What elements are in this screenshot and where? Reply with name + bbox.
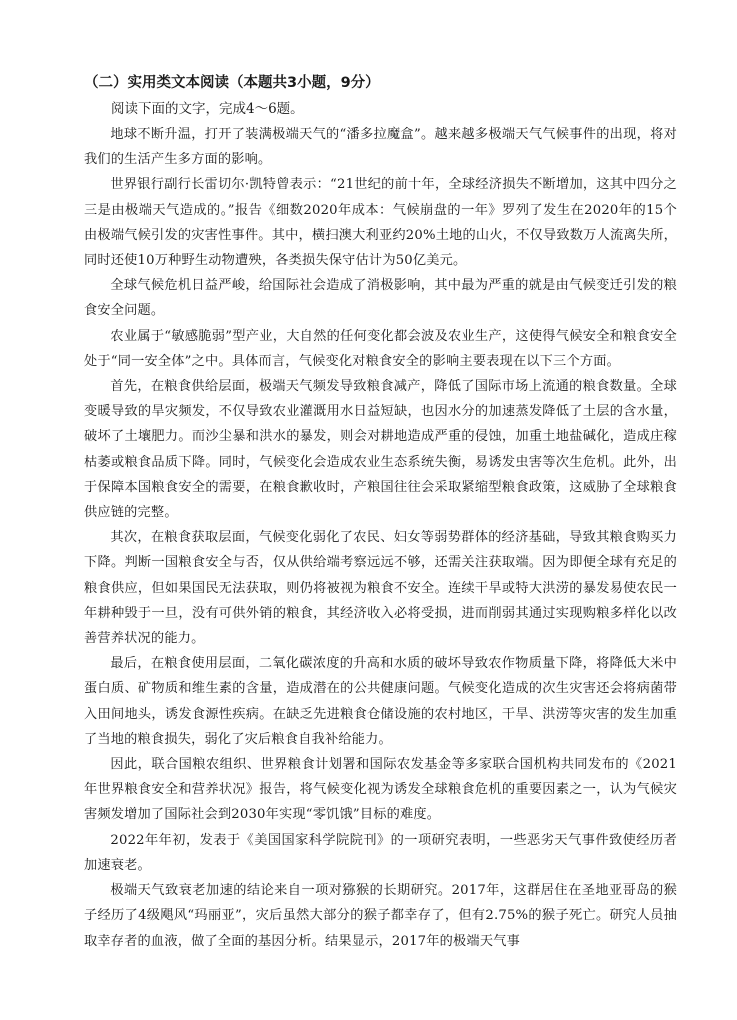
paragraph-6: 其次，在粮食获取层面，气候变化弱化了农民、妇女等弱势群体的经济基础，导致其粮食购买力下降。判断一国粮食安全与否，仅从供给端考察远远不够，还需关注获取端。因为即便全球有充足的粮食供应，但如果国民无法获取，则仍将被视为粮食不安全。连续干旱或特大洪涝的暴发易使农民一年耕种毁于一旦，没有可供外销的粮食，其经济收入必将受损，进而削弱其通过实现购粮多样化以改善营养状况的能力。 — [84, 530, 677, 647]
paragraph-9: 2022年年初，发表于《美国国家科学院院刊》的一项研究表明，一些恶劣天气事件致使经历者加速衰老。 — [84, 832, 677, 873]
paragraph-7: 最后，在粮食使用层面，二氧化碳浓度的升高和水质的破坏导致农作物质量下降，将降低大米中蛋白质、矿物质和维生素的含量，造成潜在的公共健康问题。气候变化造成的次生灾害还会将病菌带入田间地头，诱发食源性疾病。在缺乏先进粮食仓储设施的农村地区，干旱、洪涝等灾害的发生加重了当地的粮食损失，弱化了灾后粮食自我补给能力。 — [84, 656, 677, 747]
paragraph-4: 农业属于“敏感脆弱”型产业，大自然的任何变化都会波及农业生产，这使得气候安全和粮食安全处于“同一安全体”之中。具体而言，气候变化对粮食安全的影响主要表现在以下三个方面。 — [84, 328, 677, 369]
paragraph-10: 极端天气致衰老加速的结论来自一项对猕猴的长期研究。2017年，这群居住在圣地亚哥岛的猴子经历了4级飓风“玛丽亚”，灾后虽然大部分的猴子都幸存了，但有2.75%的猴子死亡。研究人员抽取幸存者的血液，做了全面的基因分析。结果显示，2017年的极端天气事 — [84, 883, 677, 949]
paragraph-5: 首先，在粮食供给层面，极端天气频发导致粮食减产，降低了国际市场上流通的粮食数量。全球变暖导致的旱灾频发，不仅导致农业灌溉用水日益短缺，也因水分的加速蒸发降低了土层的含水量，破坏了土壤肥力。而沙尘暴和洪水的暴发，则会对耕地造成严重的侵蚀，加重土地盐碱化，造成庄稼枯萎或粮食品质下降。同时，气候变化会造成农业生态系统失衡，易诱发虫害等次生危机。此外，出于保障本国粮食安全的需要，在粮食歉收时，产粮国往往会采取紧缩型粮食政策，这威胁了全球粮食供应链的完整。 — [84, 379, 677, 521]
paragraph-2: 世界银行副行长雷切尔·凯特曾表示：“21世纪的前十年，全球经济损失不断增加，这其中四分之三是由极端天气造成的。”报告《细数2020年成本：气候崩盘的一年》罗列了发生在2020年的15个由极端气候引发的灾害性事件。其中，横扫澳大利亚约20%土地的山火，不仅导致数万人流离失所，同时还使10万种野生动物遭殃，各类损失保守估计为50亿美元。 — [84, 177, 677, 269]
section-heading: （二）实用类文本阅读（本题共3小题，9分） — [84, 75, 380, 91]
paragraph-8: 因此，联合国粮农组织、世界粮食计划署和国际农发基金等多家联合国机构共同发布的《2021年世界粮食安全和营养状况》报告，将气候变化视为诱发全球粮食危机的重要因素之一，认为气候灾害频发增加了国际社会到2030年实现“零饥饿”目标的难度。 — [84, 757, 677, 823]
instruction-text: 阅读下面的文字，完成4～6题。 — [111, 101, 304, 117]
paragraph-1: 地球不断升温，打开了装满极端天气的“潘多拉魔盒”。越来越多极端天气气候事件的出现，将对我们的生活产生多方面的影响。 — [84, 127, 677, 168]
paragraph-3: 全球气候危机日益严峻，给国际社会造成了消极影响，其中最为严重的就是由气候变迁引发的粮食安全问题。 — [84, 278, 677, 319]
